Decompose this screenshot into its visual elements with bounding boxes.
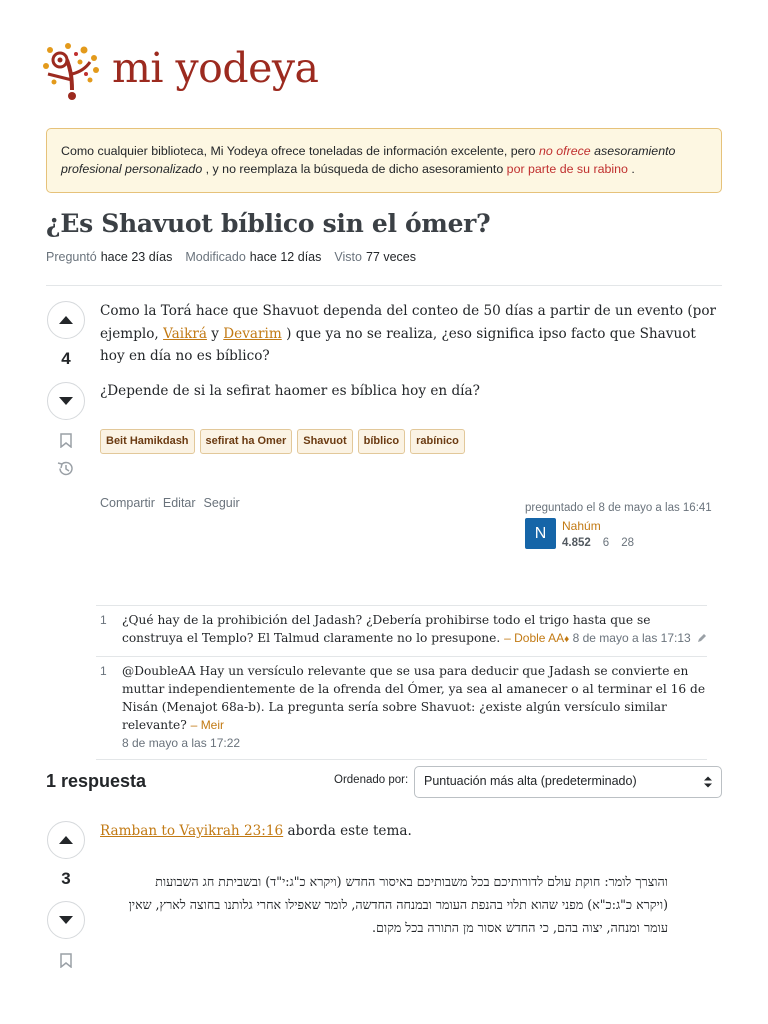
notice-italic: asesoramiento profesional personalizado	[61, 144, 676, 176]
follow-link[interactable]: Seguir	[203, 496, 240, 510]
question-body	[100, 300, 722, 414]
question-text-a: Como la Torá hace que Shavuot dependa del conteo de 50 días a partir de un evento (por ejemplo,	[100, 303, 717, 342]
site-notice	[46, 128, 722, 193]
tag[interactable]: Beit Hamikdash	[100, 429, 195, 454]
tag[interactable]: Shavuot	[297, 429, 352, 454]
hebrew-quote: והוצרך לומר: חוקת עולם לדורותיכם בכל משבותיכם באיסור החדש (ויקרא כ"ג:י"ד) ובשביתת חג השבועות (ויקרא כ"ג:כ"א) מפני שהוא תלוי בהנפת העומר ובמנחה החדשה, לומר שאפילו אחרי גלותנו בחוצה לארץ, שאין עומר ומנחה, יצוה בהם, כי החדש אסור מן התורה בכל מקום.	[128, 874, 668, 935]
user-reputation: 4.852	[562, 537, 591, 549]
question-meta	[46, 250, 416, 264]
asked-label: Preguntó	[46, 250, 97, 264]
moderator-diamond-icon: ♦	[564, 634, 570, 645]
arrow-down-icon	[59, 916, 73, 924]
comment-score: 1	[100, 664, 107, 678]
viewed-meta	[334, 250, 416, 264]
question-upvote-button[interactable]	[47, 301, 85, 339]
arrow-up-icon	[59, 316, 73, 324]
question-tags	[100, 429, 465, 454]
comment-dash: –	[504, 631, 515, 645]
comment-body	[122, 611, 707, 649]
comment-date[interactable]: 8 de mayo a las 17:13	[569, 631, 691, 645]
viewed-value: 77 veces	[365, 250, 416, 264]
answers-count: 1 respuesta	[46, 771, 147, 791]
comment-text: ¿Qué hay de la prohibición del Jadash? ¿Debería prohibirse todo el trigo hasta que se construya el Templo? El Talmud claramente no lo presupone.	[122, 613, 651, 645]
select-caret-icon	[704, 775, 712, 789]
comment-date[interactable]: 8 de mayo a las 17:22	[122, 736, 241, 750]
post-actions	[100, 496, 240, 510]
tree-logo-icon	[40, 38, 106, 104]
comment-body	[122, 662, 707, 752]
notice-text-2: , y no reemplaza la búsqueda de dicho asesoramiento	[202, 162, 507, 176]
answer-body	[100, 820, 722, 843]
question-downvote-button[interactable]	[47, 382, 85, 420]
title-divider	[46, 285, 722, 286]
tag[interactable]: sefirat ha Omer	[200, 429, 293, 454]
comment	[96, 657, 707, 760]
comment-user[interactable]: Doble AA	[514, 631, 565, 645]
user-stats	[562, 535, 646, 551]
question-text-b: y	[206, 325, 224, 342]
asked-meta	[46, 250, 172, 264]
link-ramban[interactable]: Ramban to Vayikrah 23:16	[100, 823, 284, 839]
comment-user[interactable]: Meir	[200, 718, 225, 732]
arrow-up-icon	[59, 836, 73, 844]
sort-selected-value: Puntuación más alta (predeterminado)	[424, 774, 637, 788]
comment-text: @DoubleAA Hay un versículo relevante que se usa para deducir que Jadash se convierte en muttar independientemente de la ofrenda del Ómer, ya sea al amanecer o al terminar el 16 de Nisán (Menajot 68a-b). La pregunta sería sobre Shavuot: ¿existe algún versículo similar relevante?	[122, 664, 706, 732]
tag[interactable]: bíblico	[358, 429, 405, 454]
modified-label: Modificado	[185, 250, 246, 264]
sort-label: Ordenado por:	[334, 774, 409, 786]
tag[interactable]: rabínico	[410, 429, 465, 454]
answer-score: 3	[61, 869, 71, 888]
notice-red-2[interactable]: por parte de su rabino	[506, 162, 628, 176]
comment-score: 1	[100, 613, 107, 627]
question-paragraph-1	[100, 300, 722, 368]
asked-timestamp[interactable]: preguntado el 8 de mayo a las 16:41	[525, 502, 712, 514]
comment-dash: –	[190, 718, 201, 732]
site-name: mi yodeya	[112, 44, 319, 92]
modified-value[interactable]: hace 12 días	[249, 250, 322, 264]
avatar[interactable]: N	[525, 518, 556, 549]
bronze-badges: 28	[621, 537, 634, 549]
sort-select[interactable]	[414, 766, 722, 798]
question-score: 4	[61, 349, 71, 368]
bookmark-icon[interactable]	[57, 431, 75, 449]
history-icon[interactable]	[56, 459, 74, 477]
answer-text: aborda este tema.	[283, 823, 412, 839]
user-name[interactable]: Nahúm	[562, 519, 601, 533]
site-logo[interactable]	[40, 38, 319, 104]
answer-upvote-button[interactable]	[47, 821, 85, 859]
share-link[interactable]: Compartir	[100, 496, 155, 510]
user-details	[562, 518, 646, 551]
comment	[96, 606, 707, 657]
edit-link[interactable]: Editar	[162, 496, 196, 510]
notice-text-3: .	[627, 162, 635, 176]
silver-badges: 6	[602, 537, 610, 549]
question-title[interactable]: ¿Es Shavuot bíblico sin el ómer?	[46, 209, 491, 238]
comments-list	[96, 605, 707, 760]
answer-downvote-button[interactable]	[47, 901, 85, 939]
viewed-label: Visto	[334, 250, 362, 264]
link-vaikra[interactable]: Vaikrá	[163, 325, 207, 342]
bookmark-icon[interactable]	[57, 951, 75, 969]
notice-text-1: Como cualquier biblioteca, Mi Yodeya ofrece toneladas de información excelente, pero	[61, 144, 540, 158]
question-paragraph-2: ¿Depende de si la sefirat haomer es bíblica hoy en día?	[100, 382, 480, 399]
asked-value: hace 23 días	[100, 250, 173, 264]
pencil-icon	[697, 633, 707, 643]
user-card	[525, 500, 725, 551]
link-devarim[interactable]: Devarim	[223, 325, 282, 342]
notice-red-1: no ofrece	[539, 144, 591, 158]
arrow-down-icon	[59, 397, 73, 405]
modified-meta[interactable]	[185, 250, 321, 264]
user-info	[525, 518, 725, 551]
question-text-c: ) que ya no se realiza, ¿eso significa ipso facto que Shavuot hoy en día no es bíblico?	[100, 325, 696, 364]
